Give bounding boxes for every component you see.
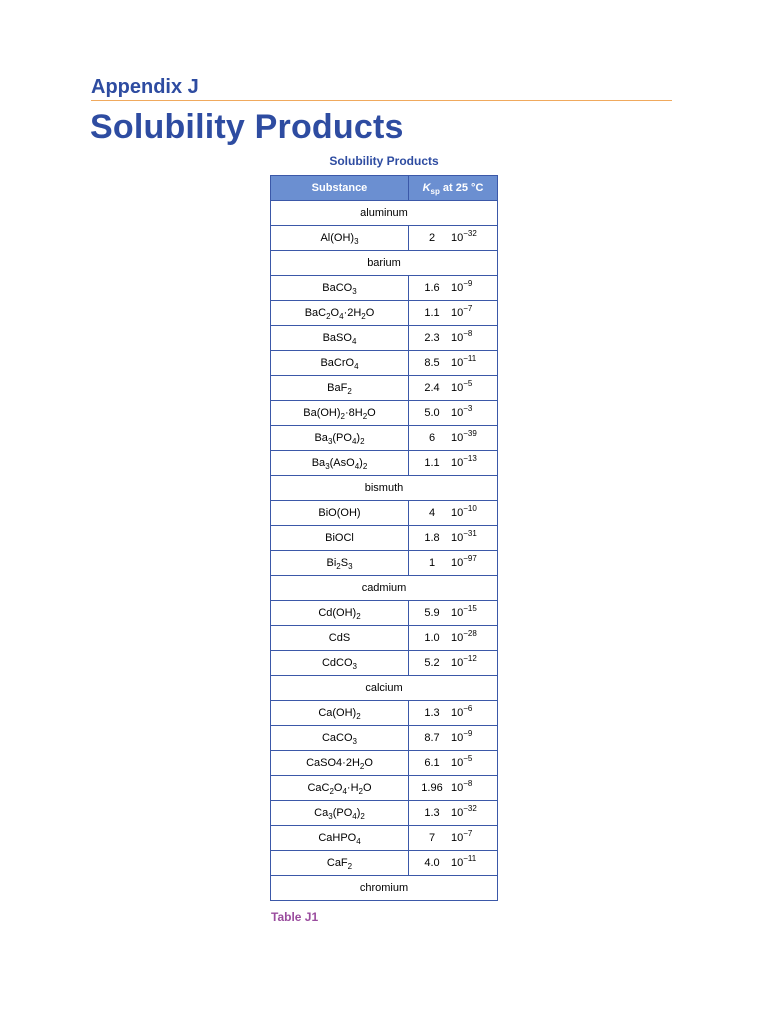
ksp-exponent: −11	[463, 354, 477, 363]
ksp-coefficient: 1.3	[424, 707, 440, 719]
ksp-value	[409, 551, 498, 576]
formula-subscript: 4	[354, 462, 360, 471]
ksp-value	[409, 726, 498, 751]
formula-subscript: 2	[362, 462, 368, 471]
formula-subscript: 2	[347, 387, 352, 396]
substance-formula	[271, 701, 409, 726]
ksp-power	[449, 454, 491, 469]
formula-text: (PO	[332, 807, 353, 819]
ksp-coefficient: 2	[428, 232, 436, 244]
ksp-exponent: −8	[463, 779, 473, 788]
formula-subscript: 4	[352, 812, 357, 821]
formula-text: Ba(OH)	[303, 407, 341, 419]
ksp-power	[449, 854, 491, 869]
table-row	[271, 376, 498, 401]
ksp-exponent: −28	[463, 629, 477, 638]
ksp-value	[409, 601, 498, 626]
ksp-exponent: −3	[463, 404, 473, 413]
ksp-coefficient: 2.4	[424, 382, 440, 394]
ksp-value	[409, 326, 498, 351]
ksp-power	[449, 604, 491, 619]
table-group-row	[271, 201, 498, 226]
formula-text: BiOCl	[325, 532, 354, 544]
formula-text: ·2H	[343, 307, 362, 319]
ksp-base: 10	[451, 382, 464, 394]
substance-formula	[271, 451, 409, 476]
formula-text: Cd(OH)	[318, 607, 357, 619]
ksp-value	[409, 501, 498, 526]
table-row	[271, 651, 498, 676]
ksp-exponent: −11	[463, 854, 477, 863]
ksp-value	[409, 226, 498, 251]
substance-formula	[271, 751, 409, 776]
substance-formula	[271, 851, 409, 876]
formula-subscript: 4	[342, 787, 347, 796]
formula-subscript: 3	[328, 812, 333, 821]
substance-formula	[271, 301, 409, 326]
ksp-base: 10	[451, 732, 464, 744]
ksp-exponent: −7	[463, 829, 473, 838]
ksp-base: 10	[451, 757, 464, 769]
table-row	[271, 726, 498, 751]
substance-formula	[271, 426, 409, 451]
formula-subscript: 2	[360, 437, 365, 446]
ksp-power	[449, 529, 491, 544]
formula-text: Ca	[314, 807, 329, 819]
formula-text: ·H	[346, 782, 359, 794]
formula-subscript: 2	[356, 712, 361, 721]
ksp-exponent: −5	[463, 379, 473, 388]
group-label: cadmium	[271, 576, 498, 601]
formula-text: Bi	[326, 557, 337, 569]
ksp-coefficient: 5.9	[424, 607, 440, 619]
formula-text: O	[364, 757, 373, 769]
table-header-row	[271, 176, 498, 201]
formula-text: ·8H	[344, 407, 363, 419]
ksp-power	[449, 429, 491, 444]
formula-text: Ba	[311, 457, 326, 469]
ksp-power	[449, 804, 491, 819]
ksp-base: 10	[451, 357, 464, 369]
ksp-exponent: −9	[463, 279, 473, 288]
ksp-exponent: −10	[463, 504, 477, 513]
formula-subscript: 3	[352, 287, 357, 296]
table-row	[271, 626, 498, 651]
ksp-value	[409, 776, 498, 801]
ksp-exponent: −6	[463, 704, 473, 713]
table-row	[271, 326, 498, 351]
solubility-table	[270, 175, 498, 901]
formula-text: CaF	[326, 857, 348, 869]
table-row	[271, 226, 498, 251]
formula-subscript: 4	[356, 837, 361, 846]
formula-subscript: 2	[336, 562, 341, 571]
formula-text: CdCO	[321, 657, 353, 669]
formula-subscript: 4	[351, 437, 357, 446]
formula-subscript: 2	[326, 312, 331, 321]
formula-text: O	[333, 782, 343, 794]
page-title: Solubility Products	[90, 108, 404, 146]
ksp-value	[409, 826, 498, 851]
ksp-exponent: −39	[463, 429, 477, 438]
ksp-coefficient: 7	[428, 832, 436, 844]
formula-subscript: 3	[327, 437, 333, 446]
formula-text: CaCO	[321, 732, 353, 744]
group-label: calcium	[271, 676, 498, 701]
formula-text: BiO(OH)	[318, 507, 361, 519]
ksp-coefficient: 1.0	[424, 632, 440, 644]
substance-formula	[271, 601, 409, 626]
ksp-power	[449, 229, 491, 244]
formula-text: O	[367, 407, 376, 419]
ksp-coefficient: 1.8	[424, 532, 440, 544]
ksp-value	[409, 801, 498, 826]
group-label: barium	[271, 251, 498, 276]
ksp-coefficient: 1.3	[424, 807, 440, 819]
table-row	[271, 801, 498, 826]
header-ksp-sub: sp	[430, 187, 440, 196]
ksp-power	[449, 829, 491, 844]
table-row	[271, 501, 498, 526]
formula-text: Ba	[314, 432, 328, 444]
ksp-exponent: −5	[463, 754, 473, 763]
formula-text: CaHPO	[318, 832, 357, 844]
table-group-row	[271, 876, 498, 901]
substance-formula	[271, 276, 409, 301]
ksp-power	[449, 379, 491, 394]
formula-subscript: 2	[360, 812, 365, 821]
formula-text: CaC	[307, 782, 330, 794]
ksp-value	[409, 276, 498, 301]
substance-formula	[271, 526, 409, 551]
ksp-base: 10	[451, 507, 464, 519]
formula-subscript: 4	[351, 337, 357, 346]
formula-subscript: 3	[348, 562, 353, 571]
formula-subscript: 4	[339, 312, 344, 321]
group-label: aluminum	[271, 201, 498, 226]
formula-subscript: 2	[362, 412, 368, 421]
ksp-power	[449, 329, 491, 344]
ksp-exponent: −9	[463, 729, 473, 738]
formula-text: O	[365, 307, 375, 319]
formula-subscript: 2	[347, 862, 353, 871]
appendix-label: Appendix J	[91, 76, 199, 98]
substance-formula	[271, 801, 409, 826]
ksp-coefficient: 4.0	[424, 857, 440, 869]
formula-text: S	[340, 557, 349, 569]
ksp-coefficient: 1.96	[421, 782, 443, 794]
ksp-base: 10	[451, 232, 464, 244]
ksp-value	[409, 626, 498, 651]
group-label: bismuth	[271, 476, 498, 501]
formula-subscript: 2	[340, 412, 345, 421]
table-row	[271, 426, 498, 451]
ksp-base: 10	[451, 432, 464, 444]
formula-text: BaCrO	[320, 357, 355, 369]
formula-text: CdS	[328, 632, 351, 644]
ksp-power	[449, 404, 491, 419]
ksp-exponent: −12	[463, 654, 477, 663]
ksp-exponent: −7	[463, 304, 473, 313]
ksp-coefficient: 1.6	[424, 282, 440, 294]
substance-formula	[271, 226, 409, 251]
ksp-coefficient: 6.1	[424, 757, 440, 769]
ksp-base: 10	[451, 657, 464, 669]
substance-formula	[271, 626, 409, 651]
table-caption: Solubility Products	[329, 154, 439, 168]
ksp-power	[449, 754, 491, 769]
ksp-coefficient: 5.0	[424, 407, 440, 419]
table-row	[271, 301, 498, 326]
ksp-exponent: −8	[463, 329, 473, 338]
ksp-value	[409, 701, 498, 726]
table-group-row	[271, 676, 498, 701]
formula-subscript: 2	[361, 312, 366, 321]
substance-formula	[271, 501, 409, 526]
header-ksp-rest: at 25 °C	[439, 182, 484, 194]
formula-text: O	[330, 307, 340, 319]
ksp-exponent: −31	[463, 529, 477, 538]
ksp-power	[449, 504, 491, 519]
ksp-base: 10	[451, 282, 464, 294]
group-label: chromium	[271, 876, 498, 901]
ksp-value	[409, 651, 498, 676]
ksp-base: 10	[451, 457, 464, 469]
ksp-power	[449, 654, 491, 669]
ksp-power	[449, 304, 491, 319]
table-row	[271, 401, 498, 426]
table-row	[271, 526, 498, 551]
formula-text: BaSO	[322, 332, 352, 344]
substance-formula	[271, 826, 409, 851]
table-footnote: Table J1	[271, 910, 319, 924]
formula-text: Al(OH)	[320, 232, 355, 244]
ksp-value	[409, 401, 498, 426]
ksp-base: 10	[451, 532, 464, 544]
ksp-base: 10	[451, 832, 464, 844]
ksp-power	[449, 704, 491, 719]
ksp-value	[409, 301, 498, 326]
ksp-base: 10	[451, 607, 464, 619]
ksp-value	[409, 451, 498, 476]
formula-subscript: 2	[359, 762, 365, 771]
table-row	[271, 751, 498, 776]
ksp-base: 10	[451, 782, 464, 794]
table-row	[271, 276, 498, 301]
ksp-base: 10	[451, 307, 464, 319]
ksp-base: 10	[451, 407, 464, 419]
ksp-power	[449, 554, 491, 569]
ksp-coefficient: 8.5	[424, 357, 440, 369]
formula-text: BaCO	[322, 282, 353, 294]
formula-text: Ca(OH)	[318, 707, 357, 719]
ksp-base: 10	[451, 632, 464, 644]
substance-formula	[271, 351, 409, 376]
ksp-base: 10	[451, 557, 464, 569]
table-row	[271, 826, 498, 851]
formula-subscript: 2	[356, 612, 361, 621]
ksp-coefficient: 8.7	[424, 732, 440, 744]
ksp-base: 10	[451, 332, 464, 344]
ksp-value	[409, 851, 498, 876]
ksp-base: 10	[451, 857, 464, 869]
header-ksp	[409, 176, 498, 201]
ksp-coefficient: 5.2	[424, 657, 440, 669]
ksp-exponent: −32	[463, 229, 477, 238]
ksp-power	[449, 779, 491, 794]
table-body	[271, 201, 498, 901]
ksp-coefficient: 2.3	[424, 332, 440, 344]
ksp-value	[409, 376, 498, 401]
table-row	[271, 601, 498, 626]
table-row	[271, 701, 498, 726]
ksp-power	[449, 629, 491, 644]
ksp-coefficient: 1	[428, 557, 436, 569]
formula-text: )	[356, 432, 361, 444]
ksp-base: 10	[451, 707, 464, 719]
table-row	[271, 776, 498, 801]
substance-formula	[271, 551, 409, 576]
formula-subscript: 3	[352, 737, 357, 746]
formula-subscript: 3	[352, 662, 357, 671]
substance-formula	[271, 326, 409, 351]
formula-text: )	[356, 807, 361, 819]
substance-formula	[271, 651, 409, 676]
table-row	[271, 551, 498, 576]
ksp-coefficient: 1.1	[424, 457, 440, 469]
ksp-exponent: −15	[463, 604, 477, 613]
table-row	[271, 851, 498, 876]
header-substance: Substance	[271, 176, 409, 201]
substance-formula	[271, 726, 409, 751]
ksp-exponent: −97	[463, 554, 477, 563]
formula-text: (AsO	[329, 457, 355, 469]
table-group-row	[271, 251, 498, 276]
substance-formula	[271, 401, 409, 426]
formula-text: O	[362, 782, 372, 794]
substance-formula	[271, 376, 409, 401]
ksp-value	[409, 751, 498, 776]
ksp-base: 10	[451, 807, 464, 819]
formula-text: BaF	[327, 382, 348, 394]
table-row	[271, 451, 498, 476]
formula-text: (PO	[332, 432, 352, 444]
formula-subscript: 3	[325, 462, 330, 471]
ksp-coefficient: 1.1	[424, 307, 440, 319]
formula-text: CaSO4·2H	[306, 757, 360, 769]
header-ksp-k: K	[422, 182, 431, 194]
ksp-coefficient: 6	[428, 432, 436, 444]
ksp-power	[449, 354, 491, 369]
table-group-row	[271, 476, 498, 501]
formula-subscript: 3	[354, 237, 359, 246]
formula-text: BaC	[304, 307, 327, 319]
ksp-coefficient: 4	[428, 507, 436, 519]
table-group-row	[271, 576, 498, 601]
table-row	[271, 351, 498, 376]
ksp-value	[409, 426, 498, 451]
formula-subscript: 4	[354, 362, 359, 371]
ksp-exponent: −13	[463, 454, 477, 463]
formula-subscript: 2	[358, 787, 363, 796]
substance-formula	[271, 776, 409, 801]
ksp-value	[409, 351, 498, 376]
ksp-exponent: −32	[463, 804, 477, 813]
ksp-power	[449, 729, 491, 744]
heading-rule	[91, 100, 672, 101]
ksp-power	[449, 279, 491, 294]
ksp-value	[409, 526, 498, 551]
formula-text: )	[359, 457, 363, 469]
formula-subscript: 2	[329, 787, 334, 796]
